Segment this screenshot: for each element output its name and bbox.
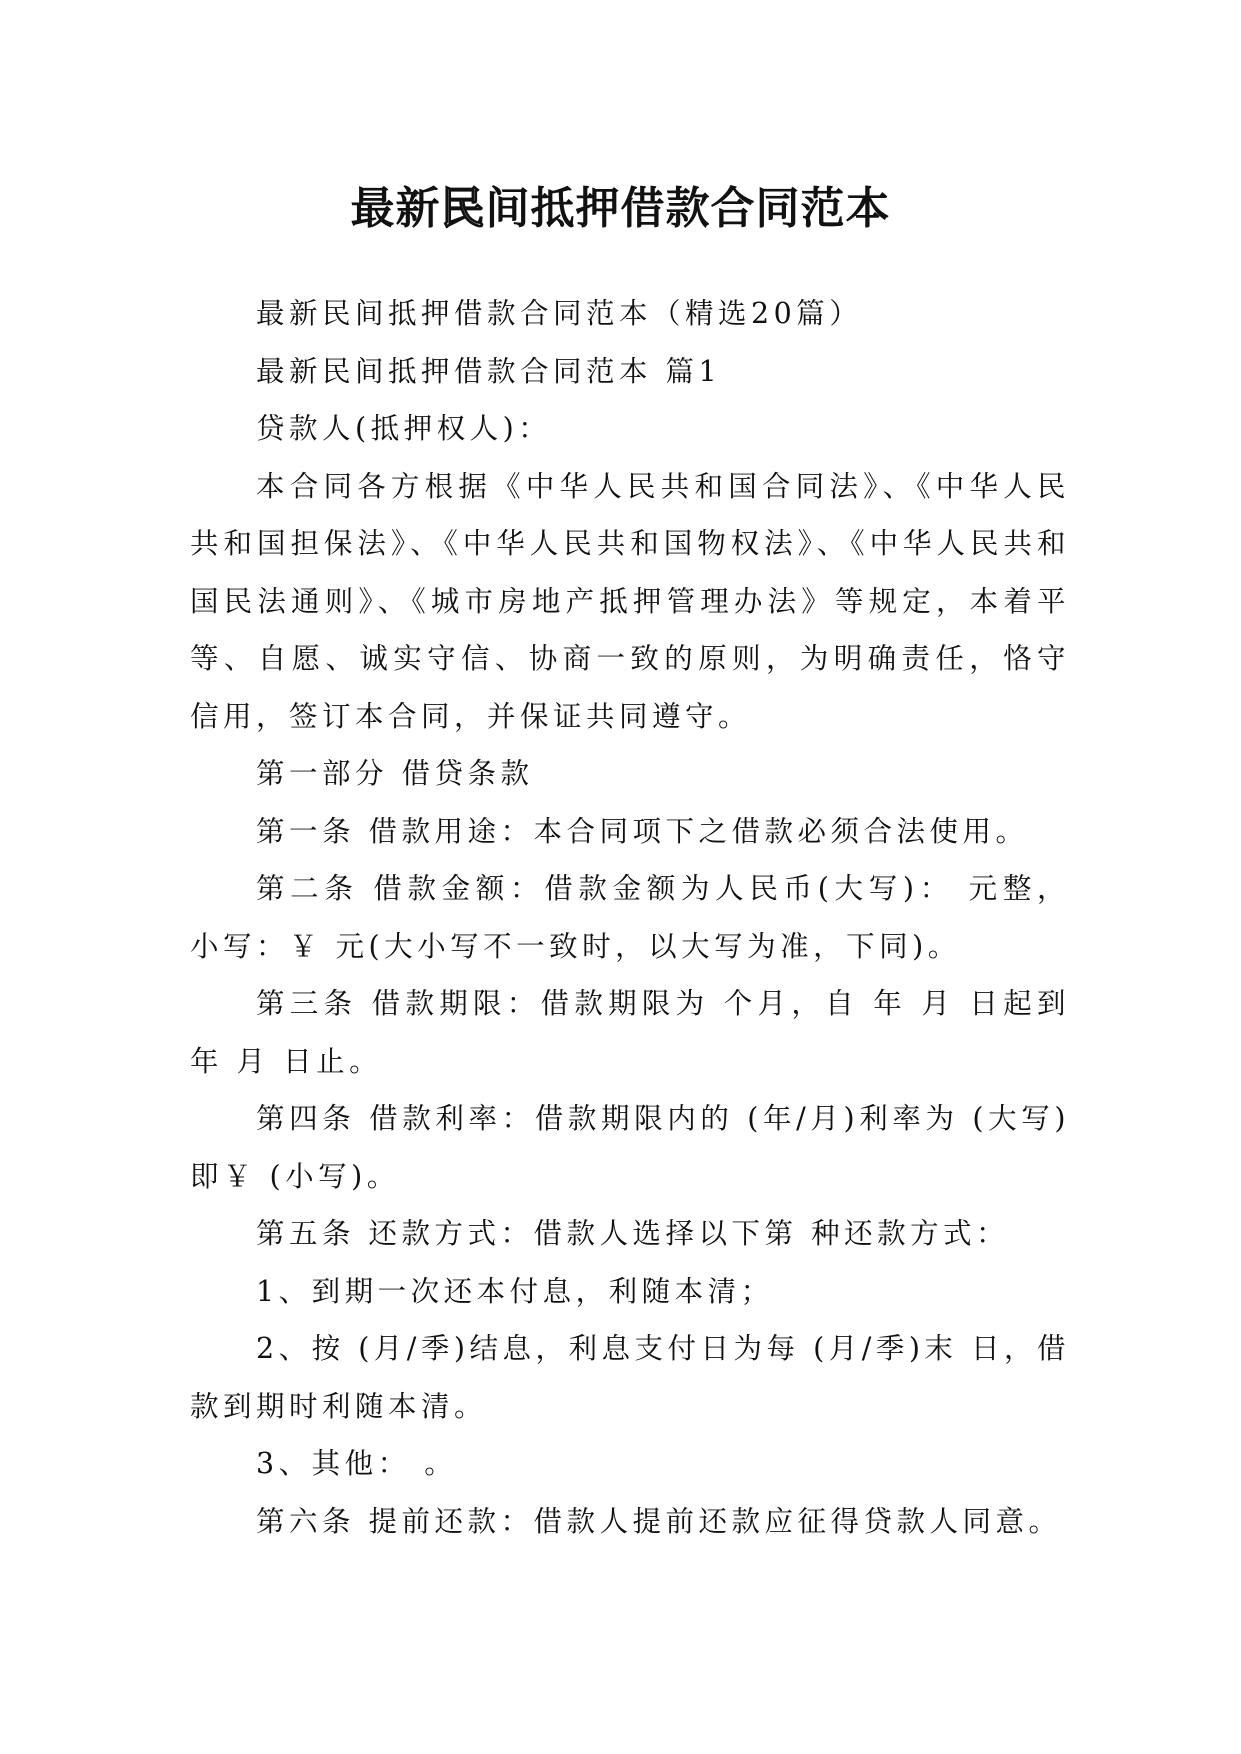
part-heading: 第一部分 借贷条款 (256, 757, 534, 790)
section-heading: 最新民间抵押借款合同范本 篇1 (256, 354, 722, 388)
repayment-option-1: 1、到期一次还本付息，利随本清； (256, 1274, 774, 1308)
article-2: 第二条 借款金额：借款金额为人民币(大写)： 元整，小写：￥ 元(大小写不一致时，以大写为准，下同)。 (190, 872, 1070, 963)
repayment-option-2: 2、按 (月/季)结息，利息支付日为每 (月/季)末 日，借款到期时利随本清。 (190, 1332, 1070, 1423)
document-body (190, 285, 1070, 1550)
title-part-2: 间抵押借款合同范本 (485, 183, 891, 235)
preamble-paragraph: 本合同各方根据《中华人民共和国合同法》、《中华人民共和国担保法》、《中华人民共和国物权法》、《中华人民共和国民法通则》、《城市房地产抵押管理办法》等规定，本着平等、自愿、诚实守信、协商一致的原则，为明确责任，恪守信用，签订本合同，并保证共同遵守。 (190, 469, 1070, 733)
article-1: 第一条 借款用途：本合同项下之借款必须合法使用。 (256, 814, 1029, 848)
subtitle-paragraph: 最新民间抵押借款合同范本（精选20篇） (256, 297, 863, 330)
title-part-1: 最新 (350, 183, 441, 235)
article-4: 第四条 借款利率：借款期限内的 (年/月)利率为 (大写)即￥ (小写)。 (190, 1102, 1070, 1193)
document-title (0, 179, 1241, 239)
party-line: 贷款人(抵押权人)： (256, 412, 552, 445)
article-5: 第五条 还款方式：借款人选择以下第 种还款方式： (256, 1217, 1010, 1250)
repayment-option-3: 3、其他： 。 (256, 1447, 458, 1480)
title-hollow-char: 民 (440, 183, 486, 235)
article-6: 第六条 提前还款：借款人提前还款应征得贷款人同意。 (256, 1504, 1062, 1538)
article-3: 第三条 借款期限：借款期限为 个月，自 年 月 日起到 年 月 日止。 (190, 987, 1070, 1078)
